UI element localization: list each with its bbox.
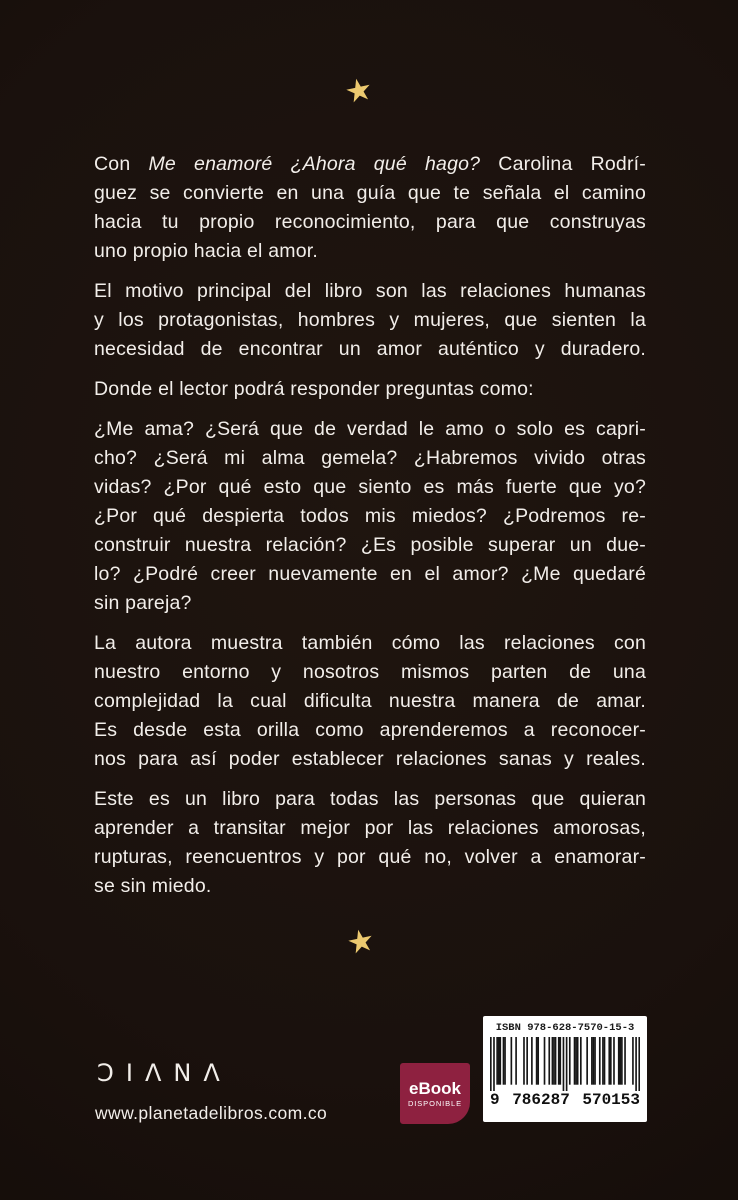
blurb-line: se sin miedo. [94, 875, 212, 897]
ebook-badge-title: eBook [409, 1078, 461, 1098]
star-icon-top: ★ [341, 70, 377, 112]
ean-digit-group: 786287 [512, 1090, 570, 1109]
ean-digit-group: 9 [490, 1090, 500, 1109]
blurb-line: complejidad la cual dificulta nuestra manera de amar. [94, 690, 646, 712]
isbn-label: ISBN 978-628-7570-15-3 [495, 1022, 635, 1034]
back-cover-blurb [94, 150, 646, 912]
isbn-barcode-block [483, 1016, 647, 1122]
ean-digit-group: 570153 [582, 1090, 640, 1109]
ebook-badge-subtitle: DISPONIBLE [407, 1098, 462, 1108]
blurb-line: La autora muestra también cómo las relaciones con [94, 632, 646, 654]
blurb-line: necesidad de encontrar un amor auténtico y duradero. [94, 338, 646, 360]
blurb-line: vidas? ¿Por qué esto que siento es más fuerte que yo? [94, 476, 646, 498]
blurb-line: uno propio hacia el amor. [94, 240, 318, 262]
ean-digits [490, 1092, 640, 1110]
blurb-line: guez se convierte en una guía que te señala el camino [94, 182, 646, 204]
blurb-line [94, 150, 646, 179]
paragraph-intro [94, 150, 646, 266]
paragraph-author-message [94, 629, 646, 774]
intro-suffix: Carolina Rodrí- [480, 153, 646, 175]
blurb-line: rupturas, reencuentros y por qué no, volver a enamorar- [94, 846, 646, 868]
blurb-line: Donde el lector podrá responder preguntas como: [94, 378, 534, 400]
blurb-line: Es desde esta orilla como aprenderemos a reconocer- [94, 719, 646, 741]
book-title-italic: Me enamoré ¿Ahora qué hago? [148, 153, 481, 175]
paragraph-questions [94, 415, 646, 618]
blurb-line: sin pareja? [94, 592, 192, 614]
paragraph-audience [94, 785, 646, 901]
blurb-line: nos para así poder establecer relaciones sanas y reales. [94, 748, 646, 770]
star-icon-bottom: ★ [343, 921, 379, 963]
diana-publisher-logo: ƆIΛNΛ [97, 1059, 232, 1087]
blurb-line: ¿Por qué despierta todos mis miedos? ¿Podremos re- [94, 505, 646, 527]
blurb-line: ¿Me ama? ¿Será que de verdad le amo o solo es capri- [94, 418, 646, 440]
paragraph-questions-lead [94, 375, 646, 404]
blurb-line: El motivo principal del libro son las relaciones humanas [94, 280, 646, 302]
paragraph-theme [94, 277, 646, 364]
blurb-line: nuestro entorno y nosotros mismos parten de una [94, 661, 646, 683]
blurb-line: Este es un libro para todas las personas que quieran [94, 788, 646, 810]
blurb-line: lo? ¿Podré creer nuevamente en el amor? ¿Me quedaré [94, 563, 646, 585]
publisher-website: www.planetadelibros.com.co [95, 1103, 328, 1123]
barcode-bars [490, 1037, 640, 1091]
blurb-line: cho? ¿Será mi alma gemela? ¿Habremos vivido otras [94, 447, 646, 469]
blurb-line: aprender a transitar mejor por las relaciones amorosas, [94, 817, 646, 839]
blurb-line: construir nuestra relación? ¿Es posible superar un due- [94, 534, 646, 556]
blurb-line: hacia tu propio reconocimiento, para que construyas [94, 211, 646, 233]
blurb-line: y los protagonistas, hombres y mujeres, que sienten la [94, 309, 646, 331]
ebook-available-badge [400, 1063, 470, 1124]
intro-prefix: Con [94, 153, 149, 175]
